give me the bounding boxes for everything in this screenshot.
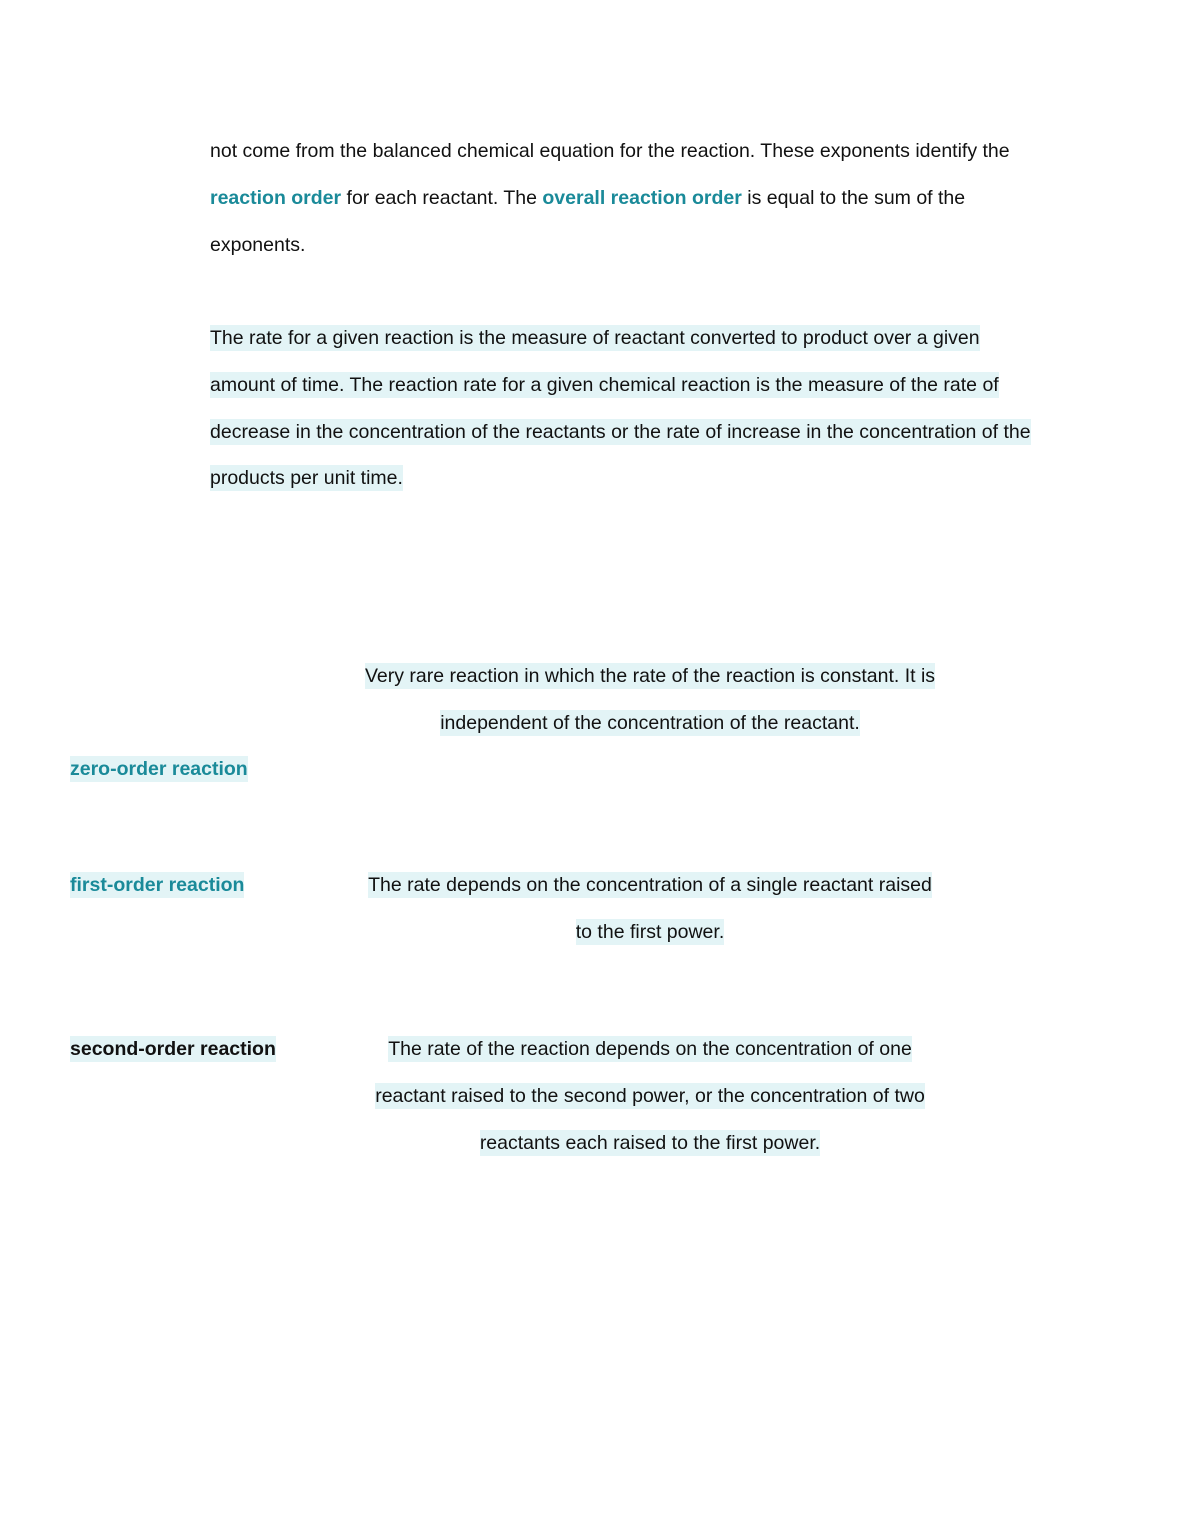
term-overall-reaction-order: overall reaction order <box>542 186 742 209</box>
glossary-term-label: first-order reaction <box>70 874 245 896</box>
highlighted-text: The rate for a given reaction is the measure of reactant converted to product over a given amount of time. The reaction rate for a given chemical reaction is the measure of the rate of decrease in the concentration of the reactants or the rate of increase in the concentration of the products per unit time. <box>210 327 1031 490</box>
paragraph-text: not come from the balanced chemical equation for the reaction. These exponents identify the <box>210 140 1010 162</box>
paragraph-text: for each reactant. The <box>341 186 543 209</box>
glossary-definition-text: The rate depends on the concentration of a single reactant raised to the first power. <box>368 874 932 943</box>
glossary-term-label: zero-order reaction <box>70 758 248 780</box>
paragraph-reaction-rate <box>210 315 1050 502</box>
glossary-definition-zero-order <box>360 653 940 747</box>
term-reaction-order: reaction order <box>210 186 342 209</box>
glossary-definition-second-order <box>360 1026 940 1166</box>
glossary-definition-first-order <box>360 862 940 956</box>
glossary-term-zero-order <box>70 746 248 793</box>
paragraph-text: is equal to the sum of the exponents. <box>210 186 966 256</box>
glossary-term-second-order <box>70 1026 276 1073</box>
glossary-term-first-order <box>70 862 244 909</box>
paragraph-reaction-order <box>210 128 1050 268</box>
glossary-definition-text: The rate of the reaction depends on the concentration of one reactant raised to the second power, or the concentration of two reactants each raised to the first power. <box>375 1038 925 1154</box>
glossary-term-label: second-order reaction <box>70 1038 276 1060</box>
glossary-definition-text: Very rare reaction in which the rate of the reaction is constant. It is independent of the concentration of the reactant. <box>364 665 936 734</box>
